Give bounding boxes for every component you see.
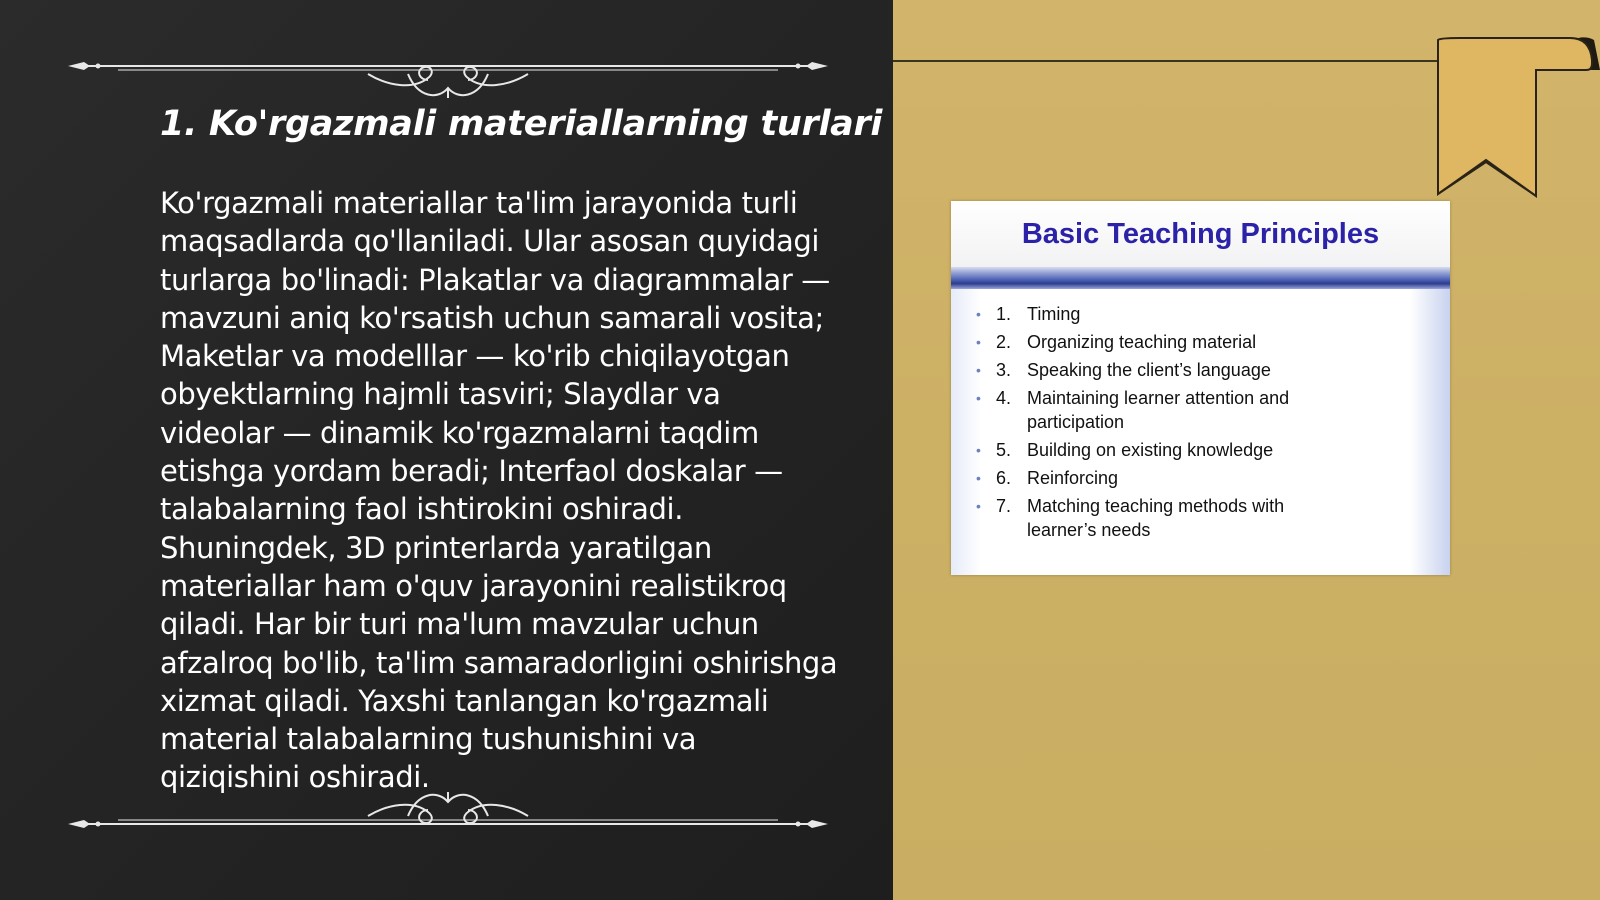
teaching-principles-card — [951, 201, 1450, 575]
item-text: Reinforcing — [1027, 467, 1119, 488]
item-number: 5. — [996, 439, 1012, 460]
card-header — [951, 201, 1450, 267]
item-number: 3. — [996, 360, 1012, 381]
item-number: 4. — [996, 388, 1012, 409]
bullet-icon: • — [976, 390, 981, 407]
item-text: Maintaining learner attention and participation — [1027, 388, 1290, 432]
principle-item — [976, 495, 1450, 542]
slide-body-text: Ko'rgazmali materiallar ta'lim jarayonida turli maqsadlarda qo'llaniladi. Ular asosan quyidagi turlarga bo'linadi: Plakatlar va diagrammalar — mavzuni aniq ko'rsatish uchun samarali vosita; Maketlar va modelllar — ko'rib chiqilayotgan obyektlarning hajmli tasviri; Slaydlar va videolar — dinamik ko'rgazmalarni taqdim etishga yordam beradi; Interfaol doskalar — talabalarning faol ishtirokini oshiradi. Shuningdek, 3D printerlarda yaratilgan materiallar ham o'quv jarayonini realistikroq qiladi. Har bir turi ma'lum mavzular uchun afzalroq bo'lib, ta'lim samaradorligini oshirishga xizmat qiladi. Yaxshi tanlangan ko'rgazmali material talabalarning tushunishini va qiziqishini oshiradi. — [160, 186, 838, 795]
item-number: 1. — [996, 304, 1012, 324]
bullet-icon: • — [976, 334, 981, 351]
bullet-icon: • — [976, 469, 981, 486]
item-text: Organizing teaching material — [1027, 332, 1257, 353]
bullet-icon: • — [976, 498, 981, 515]
top-divider-line — [893, 60, 1438, 62]
bullet-icon: • — [976, 306, 981, 322]
item-text: Timing — [1027, 304, 1081, 324]
principle-item — [976, 387, 1450, 434]
card-title: Basic Teaching Principles — [1021, 217, 1380, 250]
item-number: 6. — [996, 467, 1012, 488]
principle-item — [976, 467, 1450, 491]
bullet-icon: • — [976, 362, 981, 379]
flourish-divider-top-icon — [68, 38, 828, 98]
principle-item — [976, 439, 1450, 463]
item-number: 7. — [996, 496, 1012, 517]
item-text: Matching teaching methods with learner’s needs — [1027, 496, 1285, 540]
flourish-divider-bottom-icon — [68, 780, 828, 840]
bookmark-ribbon-icon — [1430, 30, 1600, 210]
slide-title: 1. Ko'rgazmali materiallarning turlari — [160, 104, 883, 144]
principle-item — [976, 331, 1450, 355]
item-text: Building on existing knowledge — [1027, 439, 1274, 460]
principles-list — [951, 289, 1450, 542]
card-header-bar — [951, 267, 1450, 289]
card-body — [951, 289, 1450, 575]
item-number: 2. — [996, 332, 1012, 353]
principle-item — [976, 303, 1450, 327]
bullet-icon: • — [976, 441, 981, 458]
item-text: Speaking the client’s language — [1027, 360, 1271, 381]
principle-item — [976, 359, 1450, 383]
